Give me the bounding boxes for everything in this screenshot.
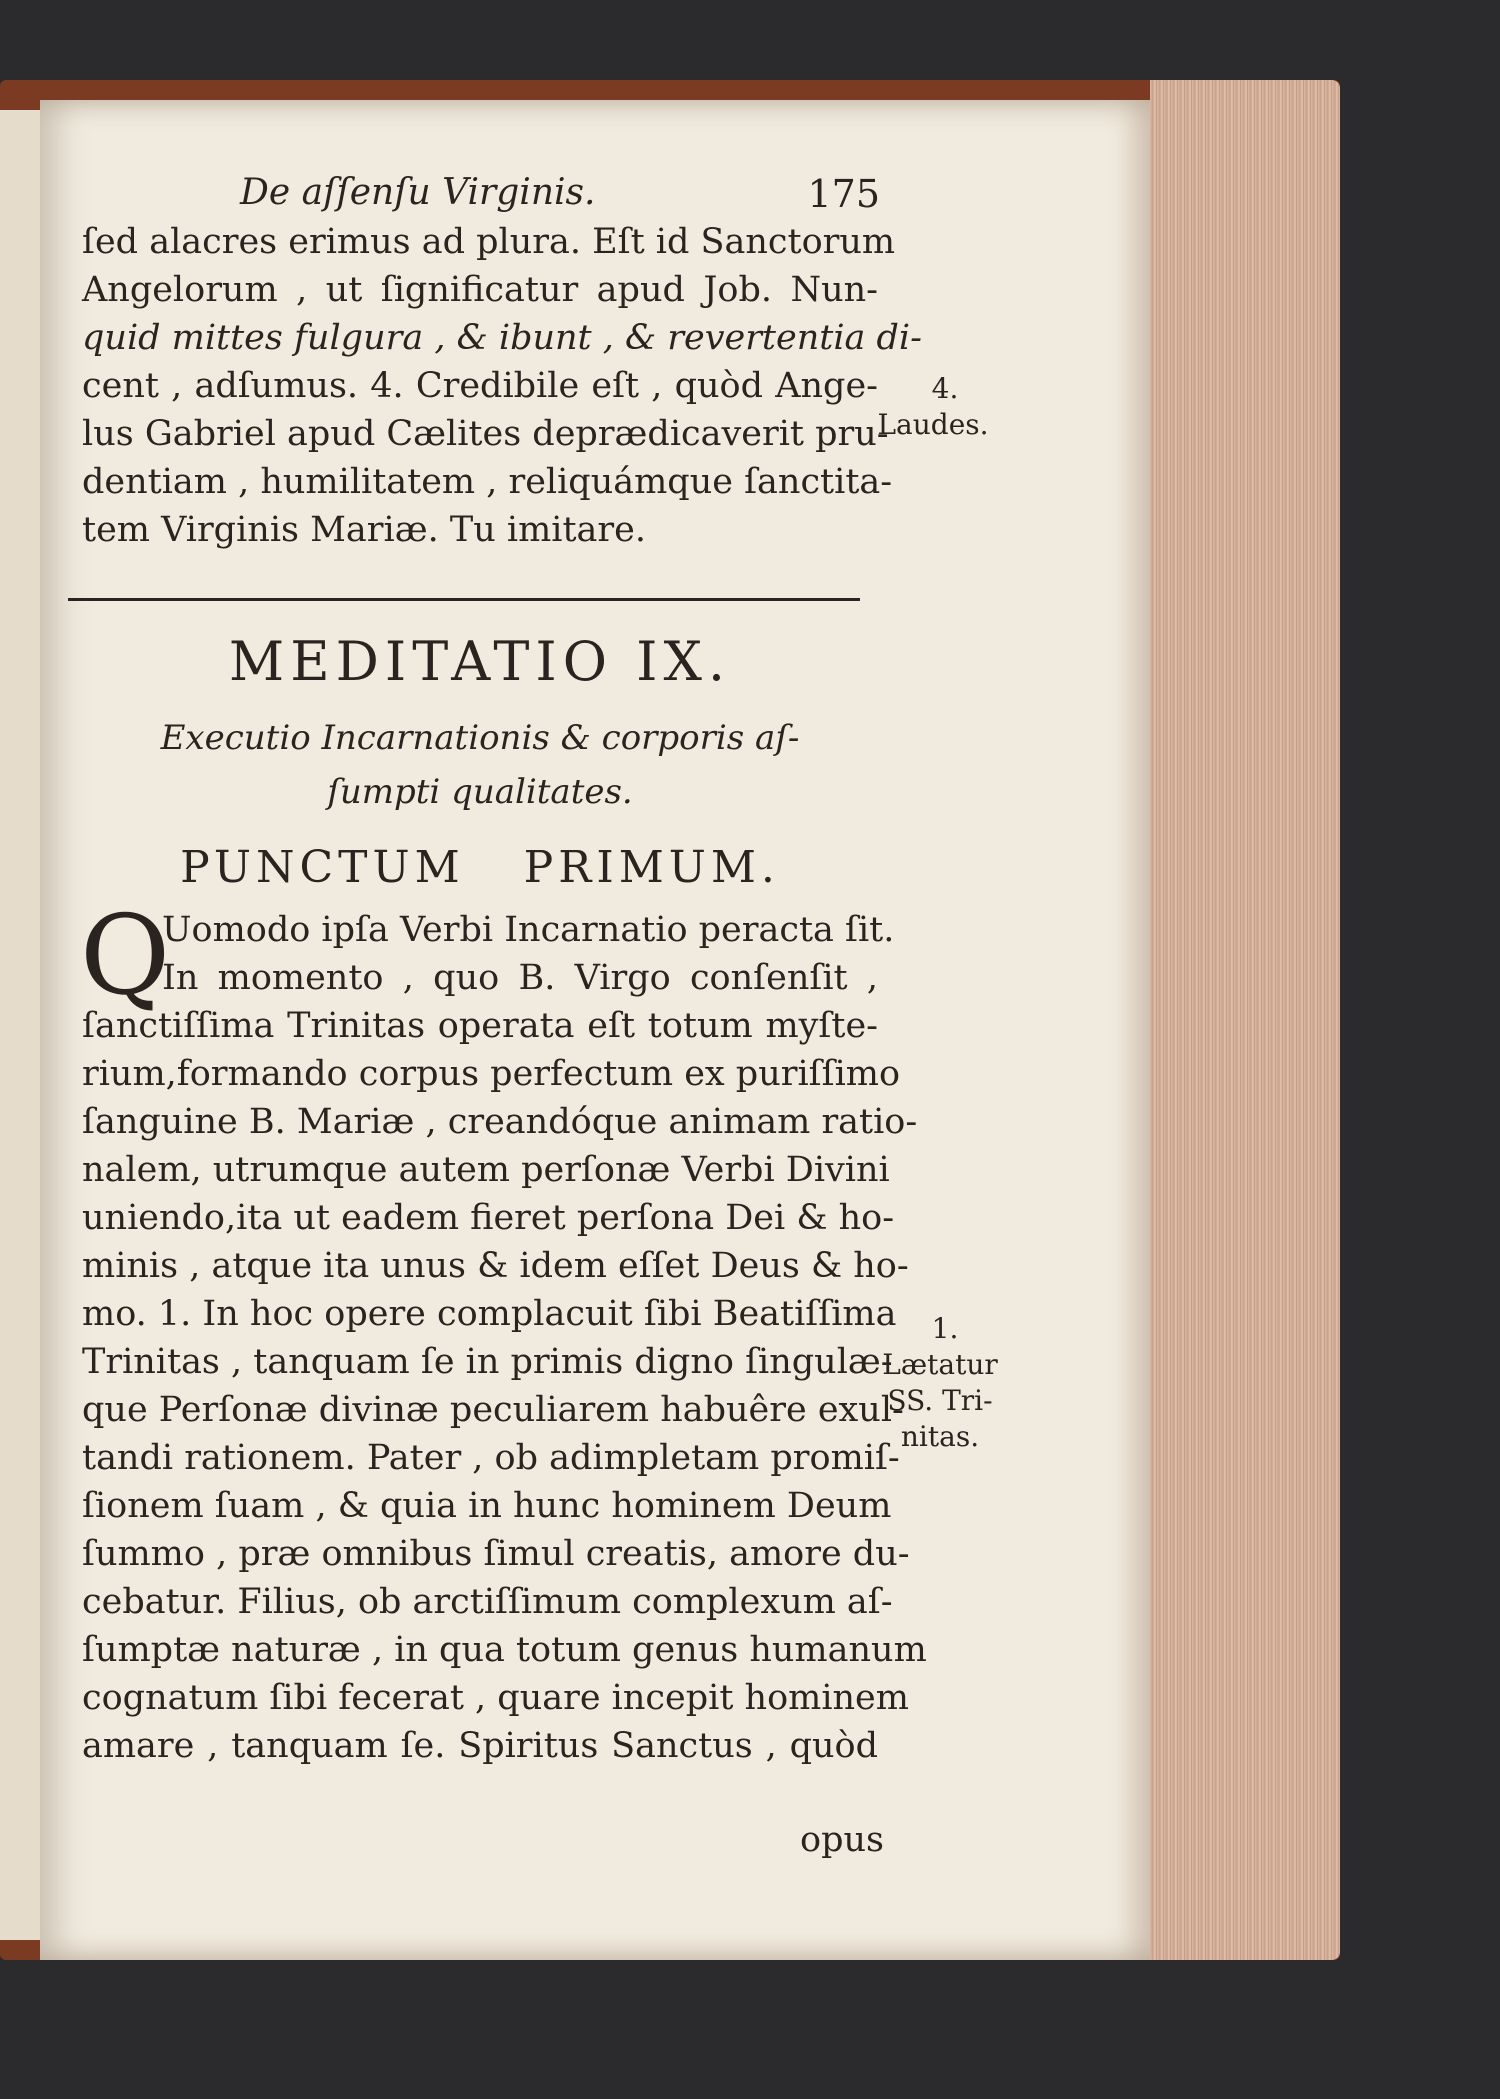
text-line: cebatur. Filius, ob arctiſſimum complexum aſ-	[82, 1582, 893, 1622]
meditation-title: MEDITATIO IX.	[228, 630, 732, 693]
text-line: rium,formando corpus perfectum ex puriſſimo	[82, 1054, 901, 1094]
text-line: Uomodo ipſa Verbi Incarnatio peracta ſit.	[162, 910, 895, 950]
text-line: amare , tanquam ſe. Spiritus Sanctus , quòd	[82, 1726, 878, 1766]
margin-note-line: Lætatur	[882, 1348, 998, 1381]
margin-note-number: 1.	[931, 1312, 959, 1345]
text-line: uniendo,ita ut eadem fieret perſona Dei & ho-	[82, 1198, 895, 1238]
meditation-subtitle-cont: ſumpti qualitates.	[327, 772, 633, 812]
text-line: ſionem ſuam , & quia in hunc hominem Deum	[82, 1486, 892, 1526]
text-line: minis , atque ita unus & idem eſſet Deus & ho-	[82, 1246, 909, 1286]
text-line: cent , adſumus. 4. Credibile eſt , quòd Ange-	[82, 366, 878, 406]
text-line: ſanctiſſima Trinitas operata eſt totum myſte-	[82, 1006, 878, 1046]
text-line: quid mittes fulgura , & ibunt , & revertentia di-	[82, 318, 922, 358]
margin-note-laudes: Laudes.	[877, 408, 989, 441]
text-line: ſummo , præ omnibus ſimul creatis, amore du-	[82, 1534, 910, 1574]
page-block-edge	[1150, 80, 1340, 1960]
drop-cap: Q	[80, 891, 171, 1019]
page-number: 175	[807, 172, 880, 216]
catchword: opus	[800, 1820, 884, 1860]
text-line: mo. 1. In hoc opere complacuit ſibi Beatiſſima	[82, 1294, 897, 1334]
text-line: ſanguine B. Mariæ , creandóque animam ratio-	[82, 1102, 918, 1142]
text-line: nalem, utrumque autem perſonæ Verbi Divini	[82, 1150, 890, 1190]
text-line: dentiam , humilitatem , reliquámque ſanctita-	[82, 462, 893, 502]
punctum-heading: PUNCTUM PRIMUM.	[180, 842, 780, 893]
text-line: ſed alacres erimus ad plura. Eſt id Sanctorum	[82, 222, 896, 262]
text-line: lus Gabriel apud Cælites deprædicaverit pru-	[82, 414, 889, 454]
text-line: tem Virginis Mariæ. Tu imitare.	[82, 510, 646, 550]
text-line: tandi rationem. Pater , ob adimpletam promiſ-	[82, 1438, 900, 1478]
margin-note-line: SS. Tri-	[887, 1384, 993, 1417]
left-page-edge	[0, 110, 40, 1940]
text-line: cognatum ſibi fecerat , quare incepit hominem	[82, 1678, 909, 1718]
margin-note-line: nitas.	[900, 1420, 980, 1453]
text-line: ſumptæ naturæ , in qua totum genus humanum	[82, 1630, 927, 1670]
text-line: que Perſonæ divinæ peculiarem habuêre exul-	[82, 1390, 904, 1430]
margin-note-number: 4.	[931, 372, 959, 405]
meditation-subtitle: Executio Incarnationis & corporis aſ-	[160, 718, 800, 758]
text-line: In momento , quo B. Virgo conſenſit ,	[162, 958, 878, 998]
running-title: De aſſenſu Virginis.	[240, 172, 596, 213]
section-divider	[68, 598, 860, 601]
text-line: Trinitas , tanquam ſe in primis digno ſingulæ-	[82, 1342, 893, 1382]
text-line: Angelorum , ut ſignificatur apud Job. Nun-	[82, 270, 878, 310]
